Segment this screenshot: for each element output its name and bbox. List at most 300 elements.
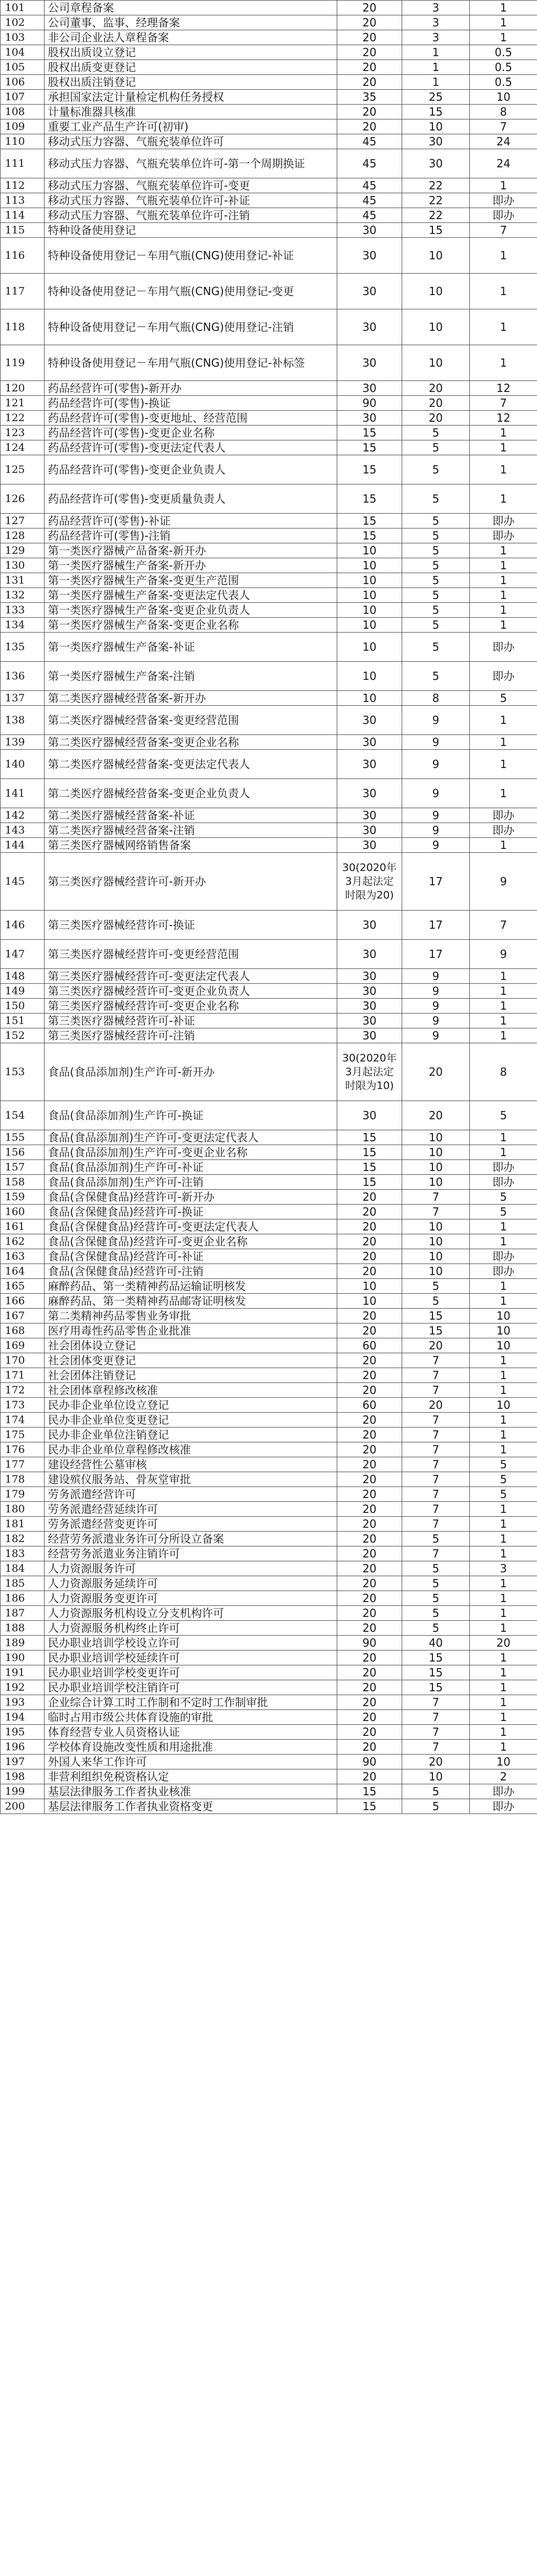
statutory-limit: 15: [337, 1799, 402, 1814]
table-row: [1, 1190, 537, 1205]
actual-limit: 5: [470, 1472, 537, 1487]
promised-limit: 15: [402, 1309, 470, 1324]
promised-limit: 7: [402, 1428, 470, 1442]
row-number: 111: [1, 149, 45, 178]
statutory-limit: 20: [337, 119, 402, 134]
item-name: 劳务派遣经营变更许可: [45, 1517, 337, 1532]
actual-limit: 1: [470, 1621, 537, 1636]
promised-limit: 20: [402, 1043, 470, 1101]
table-row: [1, 823, 537, 838]
statutory-limit: 20: [337, 1, 402, 15]
statutory-limit: 20: [337, 1665, 402, 1680]
table-row: [1, 1234, 537, 1249]
promised-limit: 10: [402, 1234, 470, 1249]
actual-limit: 1: [470, 1680, 537, 1695]
actual-limit: 1: [470, 1442, 537, 1457]
row-number: 109: [1, 119, 45, 134]
statutory-limit: 30: [337, 838, 402, 853]
promised-limit: 5: [402, 618, 470, 633]
promised-limit: 5: [402, 426, 470, 440]
row-number: 151: [1, 1014, 45, 1028]
item-name: 股权出质设立登记: [45, 45, 337, 60]
table-row: [1, 1695, 537, 1710]
table-row: [1, 1, 537, 15]
row-number: 106: [1, 75, 45, 90]
promised-limit: 5: [402, 543, 470, 558]
promised-limit: 15: [402, 1680, 470, 1695]
promised-limit: 7: [402, 1190, 470, 1205]
actual-limit: 1: [470, 1532, 537, 1546]
table-row: [1, 223, 537, 238]
row-number: 194: [1, 1710, 45, 1725]
item-name: 食品(食品添加剂)生产许可-注销: [45, 1175, 337, 1190]
actual-limit: 0.5: [470, 60, 537, 75]
statutory-limit: 20: [337, 1710, 402, 1725]
row-number: 135: [1, 633, 45, 662]
statutory-limit: 20: [337, 1546, 402, 1561]
actual-limit: 1: [470, 274, 537, 309]
actual-limit: 1: [470, 1591, 537, 1606]
row-number: 164: [1, 1264, 45, 1279]
promised-limit: 20: [402, 1755, 470, 1769]
row-number: 163: [1, 1249, 45, 1264]
row-number: 142: [1, 808, 45, 823]
promised-limit: 9: [402, 999, 470, 1014]
table-row: [1, 735, 537, 750]
table-row: [1, 178, 537, 193]
row-number: 119: [1, 345, 45, 381]
promised-limit: 20: [402, 411, 470, 426]
item-name: 第三类医疗器械经营许可-换证: [45, 911, 337, 940]
statutory-limit: 20: [337, 1249, 402, 1264]
actual-limit: 即办: [470, 1784, 537, 1799]
actual-limit: 1: [470, 999, 537, 1014]
table-row: [1, 940, 537, 969]
statutory-limit: 90: [337, 1755, 402, 1769]
item-name: 第一类医疗器械生产备案-新开办: [45, 558, 337, 573]
statutory-limit: 30: [337, 823, 402, 838]
row-number: 131: [1, 573, 45, 588]
item-name: 第三类医疗器械经营许可-新开办: [45, 853, 337, 911]
promised-limit: 1: [402, 45, 470, 60]
actual-limit: 5: [470, 1457, 537, 1472]
statutory-limit: 30: [337, 223, 402, 238]
row-number: 184: [1, 1561, 45, 1576]
item-name: 移动式压力容器、气瓶充装单位许可-变更: [45, 178, 337, 193]
table-row: [1, 1561, 537, 1576]
item-name: 第三类医疗器械经营许可-变更经营范围: [45, 940, 337, 969]
row-number: 155: [1, 1130, 45, 1145]
item-name: 劳务派遣经营延续许可: [45, 1502, 337, 1517]
table-row: [1, 1665, 537, 1680]
row-number: 108: [1, 105, 45, 119]
table-row: [1, 134, 537, 149]
row-number: 101: [1, 1, 45, 15]
row-number: 178: [1, 1472, 45, 1487]
row-number: 105: [1, 60, 45, 75]
actual-limit: 即办: [470, 529, 537, 543]
statutory-limit: 30: [337, 911, 402, 940]
table-row: [1, 1784, 537, 1799]
statutory-limit: 20: [337, 1428, 402, 1442]
statutory-limit: 20: [337, 1205, 402, 1219]
table-row: [1, 838, 537, 853]
item-name: 民办非企业单位章程修改核准: [45, 1442, 337, 1457]
promised-limit: 3: [402, 1, 470, 15]
row-number: 174: [1, 1413, 45, 1428]
table-row: [1, 426, 537, 440]
row-number: 196: [1, 1740, 45, 1755]
table-row: [1, 808, 537, 823]
actual-limit: 1: [470, 1219, 537, 1234]
table-row: [1, 1799, 537, 1814]
statutory-limit: 20: [337, 1472, 402, 1487]
item-name: 临时占用市级公共体育设施的审批: [45, 1710, 337, 1725]
table-row: [1, 1472, 537, 1487]
table-row: [1, 1130, 537, 1145]
promised-limit: 5: [402, 1799, 470, 1814]
item-name: 移动式压力容器、气瓶充装单位许可: [45, 134, 337, 149]
promised-limit: 9: [402, 838, 470, 853]
table-row: [1, 30, 537, 45]
item-name: 人力资源服务延续许可: [45, 1576, 337, 1591]
row-number: 158: [1, 1175, 45, 1190]
statutory-limit: 20: [337, 1353, 402, 1368]
table-row: [1, 1576, 537, 1591]
table-row: [1, 1383, 537, 1398]
item-name: 药品经营许可(零售)-变更法定代表人: [45, 440, 337, 455]
table-row: [1, 1043, 537, 1101]
promised-limit: 10: [402, 309, 470, 345]
row-number: 115: [1, 223, 45, 238]
item-name: 特种设备使用登记－车用气瓶(CNG)使用登记-补证: [45, 238, 337, 274]
promised-limit: 5: [402, 1591, 470, 1606]
promised-limit: 17: [402, 940, 470, 969]
item-name: 建设殡仪服务站、骨灰堂审批: [45, 1472, 337, 1487]
actual-limit: 1: [470, 1413, 537, 1428]
statutory-limit: 20: [337, 1219, 402, 1234]
table-row: [1, 1249, 537, 1264]
row-number: 138: [1, 706, 45, 735]
table-row: [1, 60, 537, 75]
actual-limit: 8: [470, 1043, 537, 1101]
promised-limit: 15: [402, 1651, 470, 1665]
table-row: [1, 573, 537, 588]
statutory-limit: 20: [337, 1457, 402, 1472]
item-name: 药品经营许可(零售)-换证: [45, 396, 337, 411]
row-number: 182: [1, 1532, 45, 1546]
statutory-limit: 15: [337, 455, 402, 484]
item-name: 公司章程备案: [45, 1, 337, 15]
table-row: [1, 1160, 537, 1175]
table-row: [1, 1442, 537, 1457]
item-name: 特种设备使用登记－车用气瓶(CNG)使用登记-补标签: [45, 345, 337, 381]
item-name: 第二类医疗器械经营备案-变更法定代表人: [45, 750, 337, 779]
row-number: 161: [1, 1219, 45, 1234]
statutory-limit: 20: [337, 1383, 402, 1398]
item-name: 人力资源服务许可: [45, 1561, 337, 1576]
actual-limit: 1: [470, 706, 537, 735]
actual-limit: 即办: [470, 808, 537, 823]
item-name: 股权出质注销登记: [45, 75, 337, 90]
row-number: 170: [1, 1353, 45, 1368]
actual-limit: 10: [470, 1755, 537, 1769]
statutory-limit: 20: [337, 1368, 402, 1383]
promised-limit: 5: [402, 558, 470, 573]
table-row: [1, 750, 537, 779]
actual-limit: 5: [470, 1190, 537, 1205]
actual-limit: 5: [470, 691, 537, 706]
actual-limit: 1: [470, 1651, 537, 1665]
statutory-limit: 15: [337, 426, 402, 440]
promised-limit: 20: [402, 1398, 470, 1413]
row-number: 156: [1, 1145, 45, 1160]
table-row: [1, 1740, 537, 1755]
item-name: 第二类医疗器械经营备案-变更经营范围: [45, 706, 337, 735]
promised-limit: 20: [402, 381, 470, 396]
row-number: 200: [1, 1799, 45, 1814]
table-row: [1, 1769, 537, 1784]
actual-limit: 0.5: [470, 45, 537, 60]
promised-limit: 5: [402, 529, 470, 543]
item-name: 非公司企业法人章程备案: [45, 30, 337, 45]
actual-limit: 1: [470, 1502, 537, 1517]
promised-limit: 5: [402, 1576, 470, 1591]
actual-limit: 7: [470, 223, 537, 238]
actual-limit: 即办: [470, 193, 537, 208]
promised-limit: 9: [402, 779, 470, 808]
row-number: 147: [1, 940, 45, 969]
item-name: 移动式压力容器、气瓶充装单位许可-注销: [45, 208, 337, 223]
actual-limit: 1: [470, 618, 537, 633]
statutory-limit: 30: [337, 411, 402, 426]
table-row: [1, 119, 537, 134]
statutory-limit: 20: [337, 1695, 402, 1710]
table-row: [1, 274, 537, 309]
statutory-limit: 20: [337, 60, 402, 75]
item-name: 医疗用毒性药品零售企业批准: [45, 1324, 337, 1338]
actual-limit: 1: [470, 1130, 537, 1145]
promised-limit: 22: [402, 178, 470, 193]
promised-limit: 7: [402, 1502, 470, 1517]
promised-limit: 5: [402, 1784, 470, 1799]
row-number: 175: [1, 1428, 45, 1442]
statutory-limit: 20: [337, 1413, 402, 1428]
promised-limit: 5: [402, 603, 470, 618]
row-number: 137: [1, 691, 45, 706]
statutory-limit: 10: [337, 618, 402, 633]
promised-limit: 10: [402, 1249, 470, 1264]
row-number: 127: [1, 514, 45, 529]
item-name: 外国人来华工作许可: [45, 1755, 337, 1769]
statutory-limit: 10: [337, 573, 402, 588]
row-number: 110: [1, 134, 45, 149]
table-row: [1, 149, 537, 178]
item-name: 第一类医疗器械生产备案-变更企业名称: [45, 618, 337, 633]
table-row: [1, 1457, 537, 1472]
actual-limit: 即办: [470, 1249, 537, 1264]
statutory-limit: 20: [337, 1606, 402, 1621]
statutory-limit: 15: [337, 529, 402, 543]
table-row: [1, 1175, 537, 1190]
table-row: [1, 691, 537, 706]
item-name: 第一类医疗器械产品备案-新开办: [45, 543, 337, 558]
promised-limit: 5: [402, 455, 470, 484]
promised-limit: 5: [402, 588, 470, 603]
actual-limit: 1: [470, 1710, 537, 1725]
promised-limit: 7: [402, 1546, 470, 1561]
actual-limit: 1: [470, 1234, 537, 1249]
item-name: 特种设备使用登记: [45, 223, 337, 238]
item-name: 社会团体设立登记: [45, 1338, 337, 1353]
actual-limit: 12: [470, 381, 537, 396]
actual-limit: 9: [470, 853, 537, 911]
item-name: 民办非企业单位变更登记: [45, 1413, 337, 1428]
item-name: 建设经营性公墓审核: [45, 1457, 337, 1472]
row-number: 150: [1, 999, 45, 1014]
table-row: [1, 484, 537, 514]
row-number: 133: [1, 603, 45, 618]
statutory-limit: 20: [337, 75, 402, 90]
item-name: 学校体育设施改变性质和用途批准: [45, 1740, 337, 1755]
promised-limit: 9: [402, 984, 470, 999]
row-number: 121: [1, 396, 45, 411]
actual-limit: 1: [470, 1, 537, 15]
table-row: [1, 1028, 537, 1043]
row-number: 136: [1, 662, 45, 691]
statutory-limit: 20: [337, 1502, 402, 1517]
statutory-limit: 30: [337, 1014, 402, 1028]
item-name: 民办职业培训学校注销许可: [45, 1680, 337, 1695]
statutory-limit: 20: [337, 1487, 402, 1502]
item-name: 食品(含保健食品)经营许可-新开办: [45, 1190, 337, 1205]
item-name: 计量标准器具核准: [45, 105, 337, 119]
row-number: 160: [1, 1205, 45, 1219]
row-number: 187: [1, 1606, 45, 1621]
statutory-limit: 10: [337, 1279, 402, 1294]
item-name: 药品经营许可(零售)-新开办: [45, 381, 337, 396]
table-row: [1, 529, 537, 543]
item-name: 第三类医疗器械网络销售备案: [45, 838, 337, 853]
actual-limit: 1: [470, 735, 537, 750]
table-row: [1, 969, 537, 984]
table-row: [1, 1368, 537, 1383]
actual-limit: 1: [470, 1428, 537, 1442]
item-name: 股权出质变更登记: [45, 60, 337, 75]
table-row: [1, 1279, 537, 1294]
statutory-limit: 20: [337, 1725, 402, 1740]
promised-limit: 5: [402, 514, 470, 529]
statutory-limit: 30: [337, 750, 402, 779]
statutory-limit: 20: [337, 1561, 402, 1576]
table-row: [1, 309, 537, 345]
item-name: 第二类医疗器械经营备案-新开办: [45, 691, 337, 706]
promised-limit: 20: [402, 396, 470, 411]
table-row: [1, 1145, 537, 1160]
actual-limit: 1: [470, 1014, 537, 1028]
statutory-limit: 30: [337, 238, 402, 274]
actual-limit: 1: [470, 779, 537, 808]
statutory-limit: 30: [337, 381, 402, 396]
statutory-limit: 30(2020年3月起法定时限为10): [337, 1043, 402, 1101]
item-name: 食品(含保健食品)经营许可-注销: [45, 1264, 337, 1279]
promised-limit: 10: [402, 274, 470, 309]
statutory-limit: 30: [337, 969, 402, 984]
statutory-limit: 15: [337, 1145, 402, 1160]
actual-limit: 2: [470, 1769, 537, 1784]
table-row: [1, 1398, 537, 1413]
row-number: 181: [1, 1517, 45, 1532]
table-row: [1, 381, 537, 396]
promised-limit: 9: [402, 706, 470, 735]
statutory-limit: 20: [337, 1769, 402, 1784]
promised-limit: 7: [402, 1710, 470, 1725]
actual-limit: 即办: [470, 514, 537, 529]
actual-limit: 1: [470, 1695, 537, 1710]
actual-limit: 1: [470, 484, 537, 514]
actual-limit: 1: [470, 1279, 537, 1294]
promised-limit: 7: [402, 1442, 470, 1457]
item-name: 药品经营许可(零售)-变更地址、经营范围: [45, 411, 337, 426]
statutory-limit: 45: [337, 134, 402, 149]
statutory-limit: 30: [337, 984, 402, 999]
promised-limit: 7: [402, 1205, 470, 1219]
actual-limit: 即办: [470, 823, 537, 838]
statutory-limit: 20: [337, 15, 402, 30]
table-row: [1, 1546, 537, 1561]
table-row: [1, 558, 537, 573]
table-row: [1, 1487, 537, 1502]
promised-limit: 10: [402, 1219, 470, 1234]
table-row: [1, 455, 537, 484]
row-number: 162: [1, 1234, 45, 1249]
table-row: [1, 1621, 537, 1636]
table-row: [1, 618, 537, 633]
row-number: 107: [1, 90, 45, 105]
statutory-limit: 20: [337, 1517, 402, 1532]
table-row: [1, 1651, 537, 1665]
table-row: [1, 1101, 537, 1130]
item-name: 非营利组织免税资格认定: [45, 1769, 337, 1784]
item-name: 第三类医疗器械经营许可-变更企业负责人: [45, 984, 337, 999]
promised-limit: 10: [402, 119, 470, 134]
row-number: 139: [1, 735, 45, 750]
actual-limit: 即办: [470, 208, 537, 223]
statutory-limit: 20: [337, 1740, 402, 1755]
table-row: [1, 1338, 537, 1353]
table-row: [1, 1502, 537, 1517]
statutory-limit: 20: [337, 1309, 402, 1324]
actual-limit: 10: [470, 1324, 537, 1338]
table-row: [1, 75, 537, 90]
promised-limit: 17: [402, 911, 470, 940]
promised-limit: 40: [402, 1636, 470, 1651]
table-row: [1, 1755, 537, 1769]
row-number: 154: [1, 1101, 45, 1130]
row-number: 177: [1, 1457, 45, 1472]
item-name: 第一类医疗器械生产备案-变更企业负责人: [45, 603, 337, 618]
promised-limit: 5: [402, 1606, 470, 1621]
promised-limit: 5: [402, 1294, 470, 1309]
row-number: 113: [1, 193, 45, 208]
actual-limit: 20: [470, 1636, 537, 1651]
row-number: 191: [1, 1665, 45, 1680]
actual-limit: 1: [470, 1725, 537, 1740]
row-number: 129: [1, 543, 45, 558]
promised-limit: 8: [402, 691, 470, 706]
promised-limit: 30: [402, 149, 470, 178]
table-row: [1, 1219, 537, 1234]
